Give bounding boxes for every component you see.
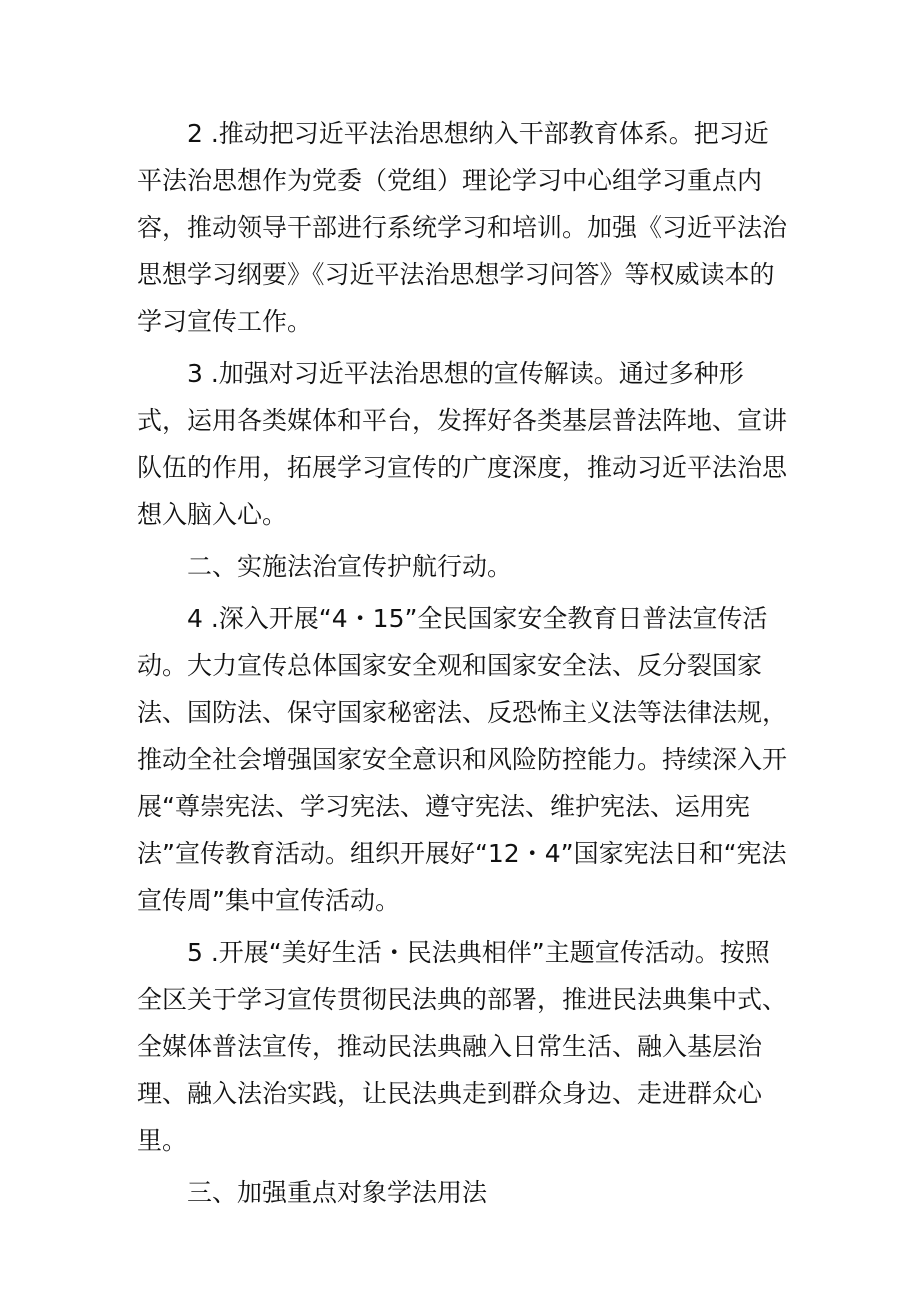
paragraph-item-4: 4 .深入开展“4・15”全民国家安全教育日普法宣传活动。大力宣传总体国家安全观和国家安全法、反分裂国家法、国防法、保守国家秘密法、反恐怖主义法等法律法规，推动全社会增强国家安全意识和风险防控能力。持续深入开展“尊崇宪法、学习宪法、遵守宪法、维护宪法、运用宪法”宣传教育活动。组织开展好“12・4”国家宪法日和“宪法宣传周”集中宣传活动。 xyxy=(137,604,788,915)
paragraph-item-5: 5 .开展“美好生活・民法典相伴”主题宣传活动。按照全区关于学习宣传贯彻民法典的部署，推进民法典集中式、全媒体普法宣传，推动民法典融入日常生活、融入基层治理、融入法治实践，让民法典走到群众身边、走进群众心里。 xyxy=(137,938,788,1155)
section-heading-3: 三、加强重点对象学法用法 xyxy=(187,1178,488,1207)
section-heading-2: 二、实施法治宣传护航行动。 xyxy=(187,552,513,581)
paragraph-item-2: 2 .推动把习近平法治思想纳入干部教育体系。把习近平法治思想作为党委（党组）理论学习中心组学习重点内容，推动领导干部进行系统学习和培训。加强《习近平法治思想学习纲要》《习近平法治思想学习问答》等权威读本的学习宣传工作。 xyxy=(137,119,788,336)
document-body xyxy=(137,110,787,1221)
paragraph-item-3: 3 .加强对习近平法治思想的宣传解读。通过多种形式，运用各类媒体和平台，发挥好各类基层普法阵地、宣讲队伍的作用，拓展学习宣传的广度深度，推动习近平法治思想入脑入心。 xyxy=(137,359,788,529)
